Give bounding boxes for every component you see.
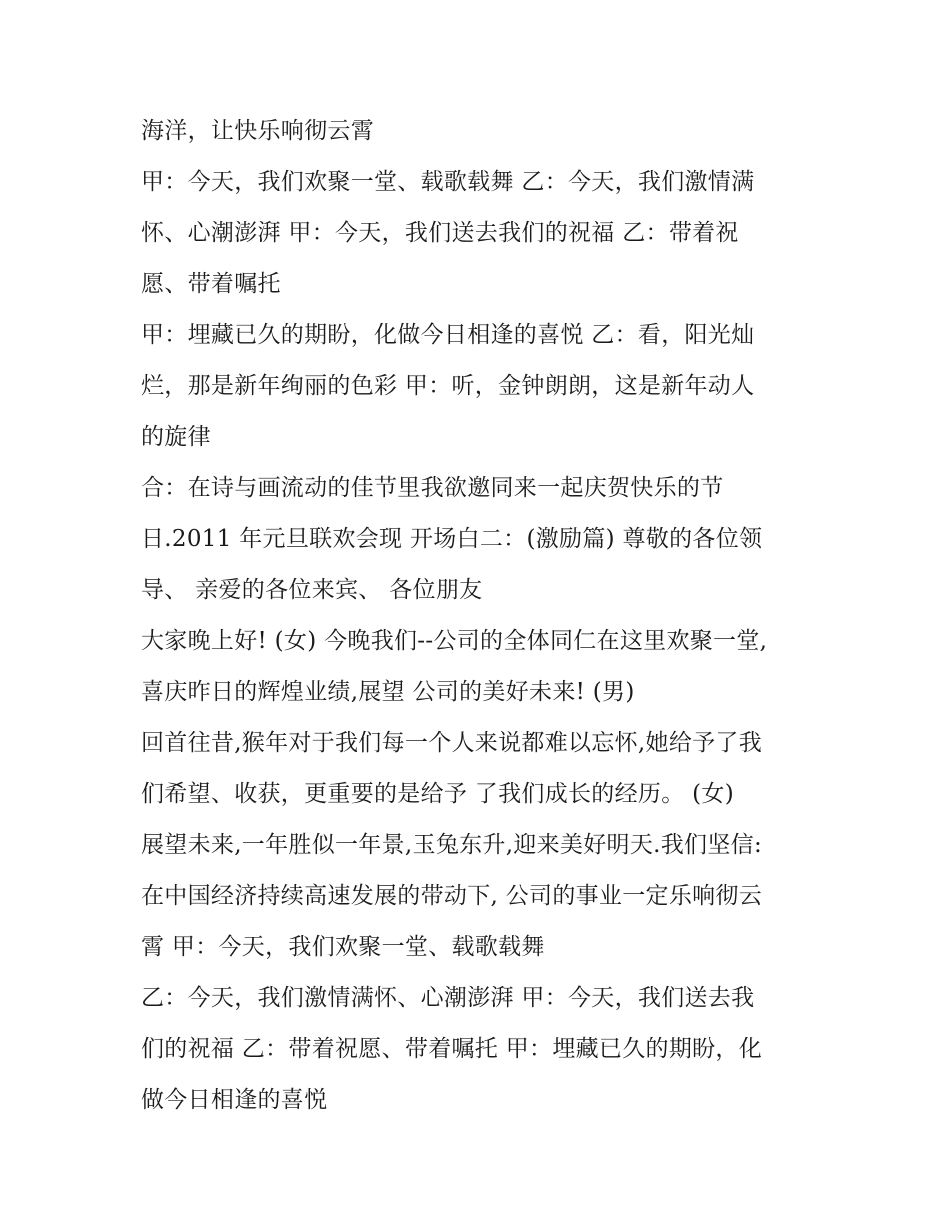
document-body bbox=[141, 108, 821, 1128]
text-line: 大家晚上好! (女) 今晚我们--公司的全体同仁在这里欢聚一堂, bbox=[141, 628, 768, 654]
text-line: 展望未来,一年胜似一年景,玉兔东升,迎来美好明天.我们坚信: bbox=[141, 832, 762, 858]
text-line: 日.2011 年元旦联欢会现 开场白二：(激励篇) 尊敬的各位领 bbox=[141, 526, 763, 552]
text-line: 做今日相逢的喜悦 bbox=[141, 1087, 328, 1113]
text-line: 乙：今天，我们激情满怀、心潮澎湃 甲：今天，我们送去我 bbox=[141, 985, 755, 1011]
text-line: 导、 亲爱的各位来宾、 各位朋友 bbox=[141, 577, 483, 603]
text-line: 回首往昔,猴年对于我们每一个人来说都难以忘怀,她给予了我 bbox=[141, 730, 763, 756]
text-line: 喜庆昨日的辉煌业绩,展望 公司的美好未来! (男) bbox=[141, 679, 635, 705]
text-line: 怀、心潮澎湃 甲：今天，我们送去我们的祝福 乙：带着祝 bbox=[141, 220, 739, 246]
text-line: 合：在诗与画流动的佳节里我欲邀同来一起庆贺快乐的节 bbox=[141, 475, 724, 501]
text-line: 霄 甲：今天，我们欢聚一堂、载歌载舞 bbox=[141, 934, 545, 960]
text-line: 甲：今天，我们欢聚一堂、载歌载舞 乙：今天，我们激情满 bbox=[141, 169, 755, 195]
text-line: 在中国经济持续高速发展的带动下, 公司的事业一定乐响彻云 bbox=[141, 883, 763, 909]
text-line: 愿、带着嘱托 bbox=[141, 271, 281, 297]
text-line: 烂，那是新年绚丽的色彩 甲：听，金钟朗朗，这是新年动人 bbox=[141, 373, 755, 399]
text-line: 甲：埋藏已久的期盼，化做今日相逢的喜悦 乙：看，阳光灿 bbox=[141, 322, 755, 348]
text-line: 的旋律 bbox=[141, 424, 211, 450]
text-line: 们希望、收获，更重要的是给予 了我们成长的经历。 (女) bbox=[141, 781, 734, 807]
text-line: 海洋，让快乐响彻云霄 bbox=[141, 118, 374, 144]
text-line: 们的祝福 乙：带着祝愿、带着嘱托 甲：埋藏已久的期盼，化 bbox=[141, 1036, 763, 1062]
